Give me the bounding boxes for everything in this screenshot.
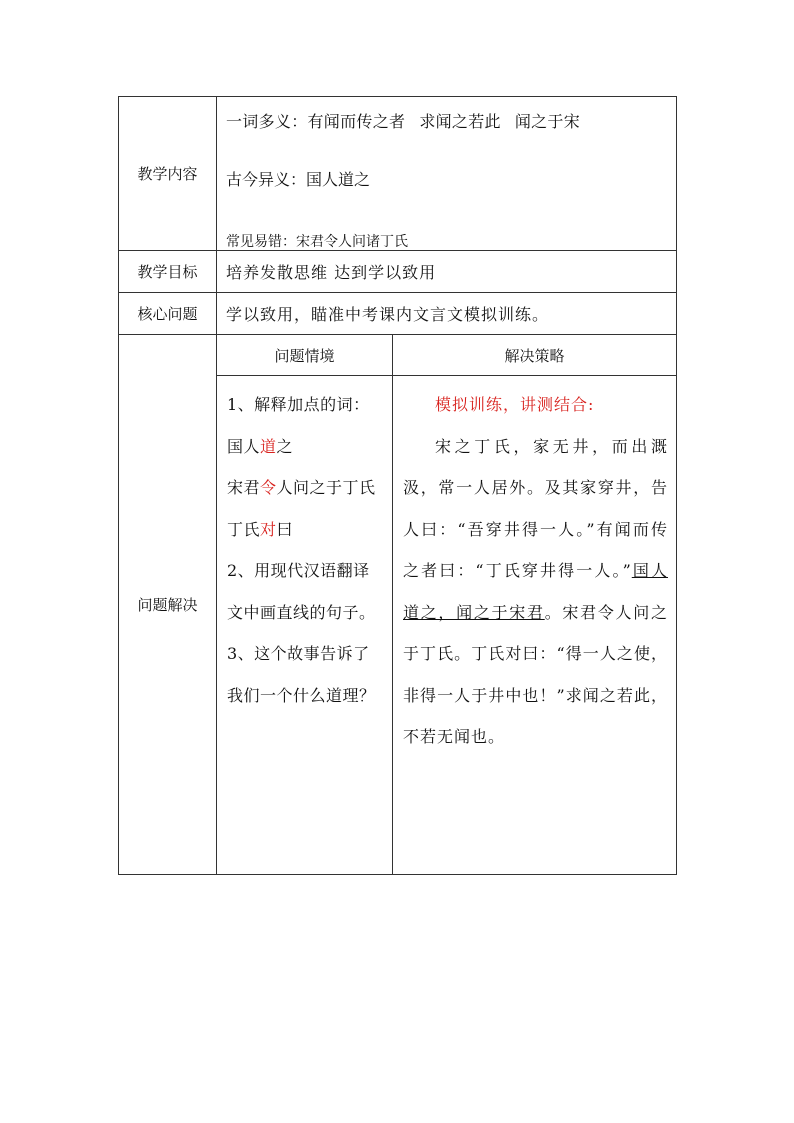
classical-passage [403, 426, 668, 758]
lesson-plan-table [118, 96, 677, 875]
teaching-content-cell [217, 97, 677, 251]
passage-underlined-sentence: 国人道之，闻之于宋君 [403, 561, 668, 622]
polysemy-text: 一词多义：有闻而传之者 [226, 112, 406, 131]
teaching-content-label: 教学内容 [119, 97, 217, 251]
col-header-situation: 问题情境 [217, 335, 393, 376]
polysemy-text-2: 求闻之若此 [419, 112, 501, 131]
word-1-post: 之 [276, 436, 294, 456]
word-item-3 [227, 509, 386, 551]
common-errors-line: 常见易错：宋君令人问诸丁氏 [226, 234, 408, 250]
problem-solving-label: 问题解决 [119, 335, 217, 875]
word-3-post: 曰 [276, 519, 294, 539]
question-1: 1、解释加点的词： [227, 395, 370, 414]
question-3: 3、这个故事告诉了我们一个什么道理？ [227, 644, 376, 705]
word-1-key: 道 [260, 436, 277, 456]
question-2: 2、用现代汉语翻译文中画直线的句子。 [227, 561, 376, 622]
teaching-goal-text: 培养发散思维 达到学以致用 [217, 251, 677, 293]
row-teaching-goal [119, 251, 677, 293]
ancient-modern-line: 古今异义：国人道之 [226, 170, 371, 189]
word-1-pre: 国人 [227, 436, 261, 456]
row-core-question [119, 293, 677, 335]
situation-cell [217, 376, 393, 875]
passage-part-b: 。宋君令人问之于丁氏。丁氏对曰：“得一人之使，非得一人于井中也！”求闻之若此，不若无闻也。 [403, 602, 668, 746]
row-solve-header [119, 335, 677, 376]
row-teaching-content [119, 97, 677, 251]
word-3-key: 对 [260, 519, 277, 539]
polysemy-text-3: 闻之于宋 [514, 112, 581, 131]
polysemy-line [226, 109, 580, 132]
word-item-1 [227, 426, 386, 468]
core-question-label: 核心问题 [119, 293, 217, 335]
core-question-text: 学以致用，瞄准中考课内文言文模拟训练。 [217, 293, 677, 335]
word-2-pre: 宋君 [227, 478, 261, 497]
strategy-title: 模拟训练，讲测结合: [435, 395, 595, 414]
word-2-key: 令 [260, 478, 277, 497]
teaching-goal-label: 教学目标 [119, 251, 217, 293]
word-item-2 [227, 467, 386, 509]
word-3-pre: 丁氏 [227, 519, 261, 539]
passage-part-a: 宋之丁氏，家无井，而出溉汲，常一人居外。及其家穿井，告人曰：“吾穿井得一人。”有闻而传之者曰：“丁氏穿井得一人。” [403, 436, 668, 580]
strategy-cell [393, 376, 677, 875]
word-2-post: 人问之于丁氏 [276, 478, 376, 497]
col-header-strategy: 解决策略 [393, 335, 677, 376]
